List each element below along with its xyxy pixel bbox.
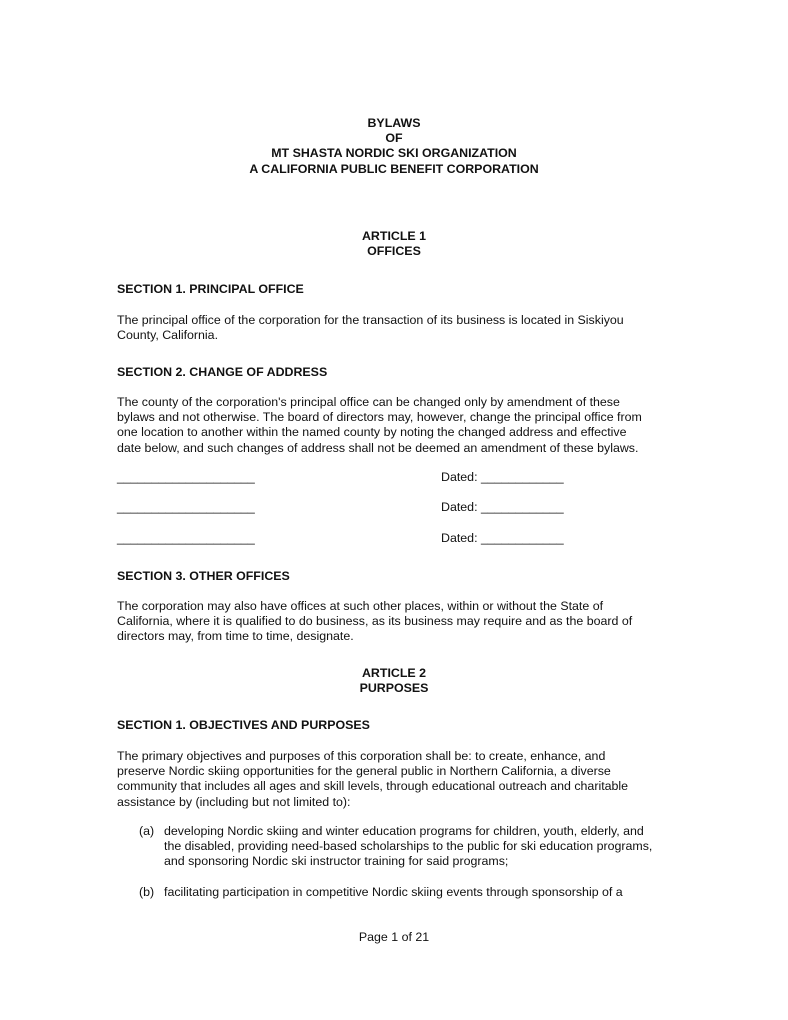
section-heading: SECTION 2. CHANGE OF ADDRESS: [117, 365, 328, 379]
list-item-text: [164, 885, 623, 900]
paragraph-line: bylaws and not otherwise. The board of directors may, however, change the principal office from: [117, 410, 642, 425]
signature-row: [0, 470, 788, 486]
article-name: OFFICES: [367, 244, 421, 259]
list-item-text: [164, 824, 652, 870]
signature-line: ____________________: [117, 470, 255, 484]
document-title: [0, 116, 788, 177]
section-paragraph: [117, 395, 677, 456]
dated-field: Dated: ____________: [441, 531, 564, 545]
paragraph-line: The primary objectives and purposes of this corporation shall be: to create, enhance, and: [117, 749, 606, 763]
paragraph-line: assistance by (including but not limited to):: [117, 794, 351, 809]
paragraph-line: The principal office of the corporation for the transaction of its business is located in Siskiyou: [117, 313, 624, 327]
paragraph-line: one location to another within the named county by noting the changed address and effective: [117, 425, 627, 440]
title-line: A CALIFORNIA PUBLIC BENEFIT CORPORATION: [249, 161, 539, 176]
signature-row: [0, 500, 788, 516]
list-item-line: and sponsoring Nordic ski instructor training for said programs;: [164, 854, 509, 869]
article-label: ARTICLE 1: [361, 229, 427, 243]
paragraph-line: directors may, from time to time, designate.: [117, 629, 354, 644]
list-item-line: developing Nordic skiing and winter education programs for children, youth, elderly, and: [164, 824, 644, 838]
list-marker: (b): [139, 885, 155, 899]
article-2-heading: [0, 666, 788, 696]
article-label: ARTICLE 2: [361, 666, 427, 680]
list-marker: (a): [139, 824, 155, 838]
paragraph-line: community that includes all ages and skill levels, through educational outreach and charitable: [117, 779, 629, 794]
article-name: PURPOSES: [359, 681, 429, 696]
signature-line: ____________________: [117, 531, 255, 545]
paragraph-line: preserve Nordic skiing opportunities for the general public in Northern California, a diverse: [117, 764, 611, 779]
dated-field: Dated: ____________: [441, 500, 564, 514]
paragraph-line: date below, and such changes of address shall not be deemed an amendment of these bylaws.: [117, 440, 639, 455]
paragraph-line: California, where it is qualified to do business, as its business may require and as the board of: [117, 614, 633, 629]
page-number: Page 1 of 21: [358, 930, 430, 944]
list-item-line: the disabled, providing need-based scholarships to the public for ski education programs,: [164, 839, 653, 854]
paragraph-line: The county of the corporation's principal office can be changed only by amendment of these: [117, 395, 620, 409]
paragraph-line: County, California.: [117, 328, 219, 343]
section-heading: SECTION 1. OBJECTIVES AND PURPOSES: [117, 718, 370, 732]
article-1-heading: [0, 229, 788, 259]
signature-row: [0, 531, 788, 547]
dated-field: Dated: ____________: [441, 470, 564, 484]
paragraph-line: The corporation may also have offices at such other places, within or without the State of: [117, 599, 604, 613]
section-heading: SECTION 3. OTHER OFFICES: [117, 569, 290, 583]
signature-line: ____________________: [117, 500, 255, 514]
section-paragraph: [117, 599, 677, 645]
section-paragraph: [117, 313, 677, 343]
list-item-line: facilitating participation in competitive Nordic skiing events through sponsorship of a: [164, 885, 623, 899]
title-line: MT SHASTA NORDIC SKI ORGANIZATION: [271, 146, 517, 161]
title-line: BYLAWS: [367, 116, 421, 130]
section-heading: SECTION 1. PRINCIPAL OFFICE: [117, 282, 304, 296]
section-paragraph: [117, 749, 677, 810]
title-line: OF: [385, 131, 403, 146]
